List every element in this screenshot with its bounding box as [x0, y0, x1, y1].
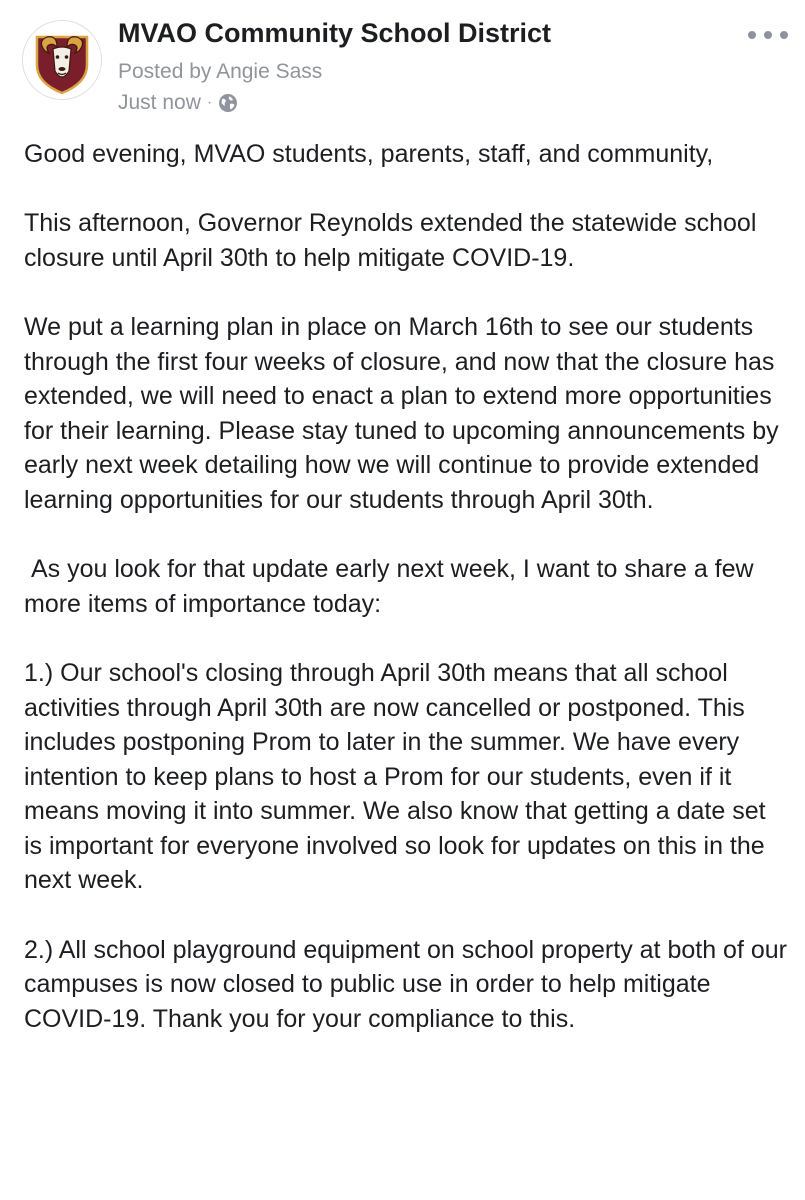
post-meta [118, 91, 238, 115]
post-paragraph: This afternoon, Governor Reynolds extended the statewide school closure until April 30th to help mitigate COVID-19. [24, 209, 757, 272]
posted-by-label: Posted by Angie Sass [118, 60, 323, 83]
page-name[interactable]: MVAO Community School District [118, 18, 552, 48]
post-body [24, 137, 789, 1071]
globe-icon[interactable] [218, 93, 238, 113]
post-paragraph: 1.) Our school's closing through April 30th means that all school activities through April 30th are now cancelled or postponed. This includes postponing Prom to later in the summer. We have every intention to keep plans to host a Prom for our students, even if it means moving it into summer. We also know that getting a date set is important for everyone involved so look for updates on this in the next week. [24, 658, 766, 895]
meta-separator: · [206, 94, 213, 111]
page-avatar[interactable] [22, 20, 102, 100]
post-header [0, 0, 805, 130]
timestamp[interactable]: Just now [118, 91, 201, 114]
post-paragraph: We put a learning plan in place on March 16th to see our students through the first four weeks of closure, and now that the closure has extended, we will need to enact a plan to extend more opportunities for their learning. Please stay tuned to upcoming announcements by early next week detailing how we will continue to provide extended learning opportunities for our students through April 30th. [24, 312, 779, 514]
post-paragraph: Good evening, MVAO students, parents, staff, and community, [24, 140, 714, 168]
ram-mascot-logo-icon [23, 21, 101, 99]
post-paragraph: As you look for that update early next week, I want to share a few more items of importance today: [24, 555, 761, 618]
more-options-icon[interactable] [748, 22, 788, 48]
post-paragraph: 2.) All school playground equipment on school property at both of our campuses is now closed to public use in order to help mitigate COVID-19. Thank you for your compliance to this. [24, 935, 787, 1033]
